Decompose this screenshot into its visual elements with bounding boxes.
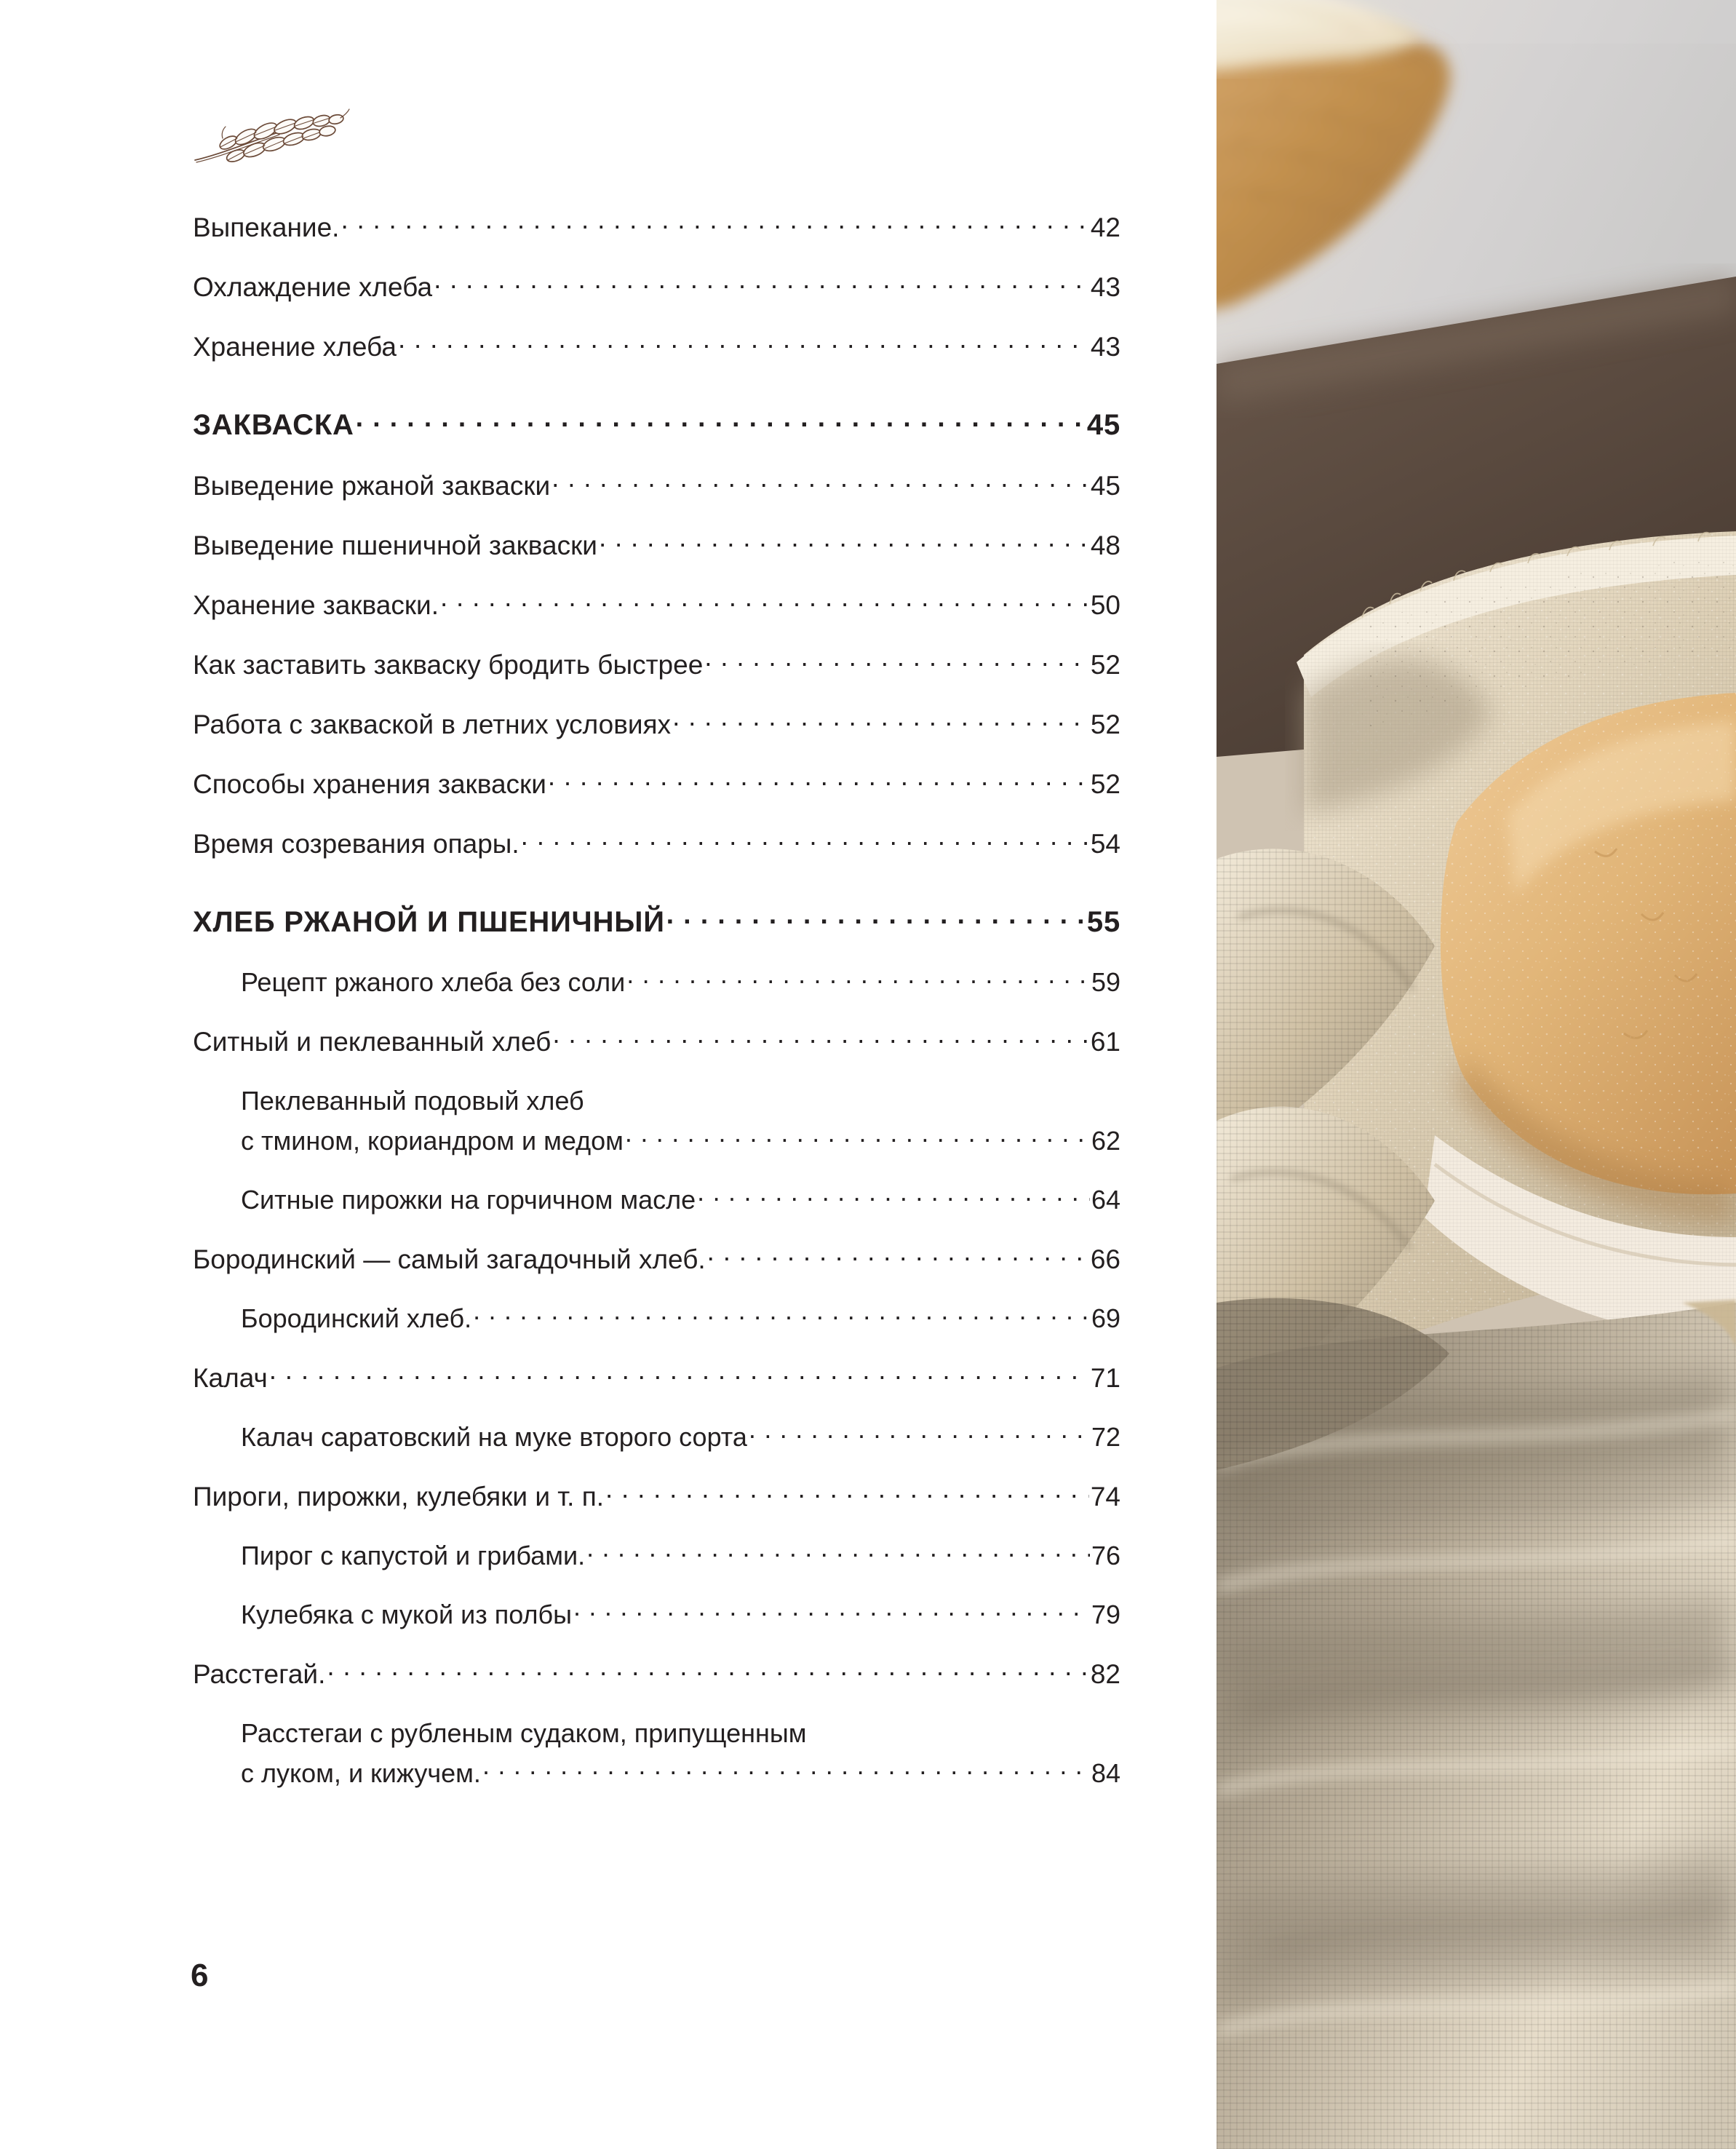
toc-entry[interactable] — [193, 1301, 1120, 1334]
toc-entry-label: Способы хранения закваски — [193, 769, 546, 799]
toc-entry-page: 52 — [1090, 710, 1120, 739]
toc-entry-page: 64 — [1091, 1185, 1120, 1215]
toc-leader-dots — [704, 647, 1089, 674]
toc-entry[interactable] — [193, 269, 1120, 303]
wheat-ear-icon — [191, 102, 351, 167]
toc-entry-label: Ситный и пеклеванный хлеб — [193, 1027, 552, 1057]
toc-entry-page: 66 — [1090, 1244, 1120, 1274]
toc-entry[interactable] — [193, 210, 1120, 243]
toc-entry-label: Рецепт ржаного хлеба без соли — [241, 967, 626, 997]
toc-entry-label: Работа с закваской в летних условиях — [193, 710, 672, 739]
toc-entry-page: 55 — [1086, 906, 1120, 938]
toc-leader-dots — [626, 965, 1090, 991]
toc-entry[interactable] — [193, 1124, 1120, 1156]
toc-entry-page: 62 — [1091, 1126, 1120, 1156]
toc-entry-label: с луком, и кижучем. — [241, 1758, 481, 1788]
toc-entry-page: 50 — [1090, 590, 1120, 620]
toc-entry[interactable] — [193, 707, 1120, 740]
toc-entry[interactable] — [193, 1756, 1120, 1789]
toc-entry[interactable] — [193, 1360, 1120, 1394]
toc-entry-page: 69 — [1091, 1303, 1120, 1333]
toc-entry-page: 52 — [1090, 650, 1120, 680]
toc-leader-dots — [573, 1597, 1090, 1624]
toc-entry[interactable] — [193, 587, 1120, 621]
toc-leader-dots — [586, 1538, 1090, 1565]
toc-entry[interactable] — [193, 826, 1120, 859]
toc-entry[interactable] — [193, 1597, 1120, 1630]
toc-leader-dots — [269, 1360, 1089, 1387]
toc-entry-label: ХЛЕБ РЖАНОЙ И ПШЕНИЧНЫЙ — [193, 906, 665, 938]
toc-leader-dots — [552, 1024, 1089, 1051]
toc-entry-page: 45 — [1090, 471, 1120, 501]
toc-entry-label: Пеклеванный подовый хлеб — [241, 1086, 584, 1116]
toc-leader-dots — [356, 408, 1086, 434]
toc-entry-label: Ситные пирожки на горчичном масле — [241, 1185, 696, 1215]
toc-entry-label: Калач — [193, 1363, 268, 1393]
toc-entry-page: 72 — [1091, 1422, 1120, 1452]
toc-leader-dots — [341, 210, 1088, 237]
toc-entry-label: с тмином, кориандром и медом — [241, 1126, 624, 1156]
toc-leader-dots — [599, 528, 1089, 555]
toc-leader-dots — [672, 707, 1089, 734]
table-of-contents — [193, 210, 1120, 1789]
toc-entry-label: Выпекание. — [193, 212, 340, 242]
toc-leader-dots — [482, 1756, 1090, 1782]
toc-section-heading[interactable] — [193, 408, 1120, 442]
toc-entry[interactable] — [193, 1538, 1120, 1571]
page-number-folio: 6 — [191, 1958, 210, 1993]
toc-leader-dots — [749, 1420, 1090, 1446]
toc-entry[interactable] — [193, 1084, 1120, 1116]
toc-leader-dots — [605, 1479, 1089, 1506]
toc-entry-page: 54 — [1090, 829, 1120, 859]
toc-entry-page: 74 — [1090, 1482, 1120, 1512]
toc-entry[interactable] — [193, 1242, 1120, 1275]
toc-entry-label: Расстегаи с рубленым судаком, припущенным — [241, 1718, 807, 1748]
toc-entry-page: 43 — [1090, 272, 1120, 302]
toc-entry-page: 52 — [1090, 769, 1120, 799]
toc-section-heading[interactable] — [193, 905, 1120, 939]
toc-leader-dots — [473, 1301, 1090, 1327]
toc-leader-dots — [440, 587, 1089, 614]
toc-entry[interactable] — [193, 468, 1120, 501]
toc-entry-page: 79 — [1091, 1600, 1120, 1629]
toc-entry-page: 84 — [1091, 1758, 1120, 1788]
toc-entry-label: Калач саратовский на муке второго сорта — [241, 1422, 747, 1452]
toc-entry-page: 45 — [1086, 409, 1120, 441]
toc-entry-page: 43 — [1090, 332, 1120, 362]
toc-leader-dots — [327, 1656, 1088, 1683]
toc-entry-page: 82 — [1090, 1659, 1120, 1689]
toc-entry[interactable] — [193, 329, 1120, 362]
toc-entry-label: Время созревания опары. — [193, 829, 519, 859]
toc-leader-dots — [434, 269, 1089, 296]
toc-entry-label: Как заставить закваску бродить быстрее — [193, 650, 704, 680]
toc-entry-label: Хранение закваски. — [193, 590, 439, 620]
toc-leader-dots — [548, 766, 1089, 793]
toc-entry-label: Расстегай. — [193, 1659, 326, 1689]
toc-leader-dots — [521, 826, 1089, 853]
toc-leader-dots — [707, 1242, 1089, 1268]
toc-entry-label: Хранение хлеба — [193, 332, 397, 362]
toc-entry-label: Охлаждение хлеба — [193, 272, 433, 302]
toc-entry-label: Выведение ржаной закваски — [193, 471, 551, 501]
toc-entry[interactable] — [193, 1024, 1120, 1057]
toc-entry-label: Кулебяка с мукой из полбы — [241, 1600, 572, 1629]
toc-leader-dots — [398, 329, 1089, 356]
toc-entry-page: 48 — [1090, 531, 1120, 560]
toc-entry-page: 71 — [1090, 1363, 1120, 1393]
toc-leader-dots — [666, 905, 1086, 932]
toc-entry-page: 61 — [1090, 1027, 1120, 1057]
bread-dough-in-proofing-basket-photo — [1217, 0, 1736, 2149]
toc-entry-label: ЗАКВАСКА — [193, 409, 354, 441]
toc-entry[interactable] — [193, 1716, 1120, 1749]
toc-entry-label: Бородинский хлеб. — [241, 1303, 472, 1333]
toc-leader-dots — [552, 468, 1089, 495]
toc-entry-label: Пироги, пирожки, кулебяки и т. п. — [193, 1482, 605, 1512]
toc-entry[interactable] — [193, 647, 1120, 680]
toc-entry-page: 42 — [1090, 212, 1120, 242]
toc-entry-label: Пирог с капустой и грибами. — [241, 1541, 586, 1570]
toc-entry-label: Выведение пшеничной закваски — [193, 531, 597, 560]
toc-entry[interactable] — [193, 528, 1120, 561]
toc-entry[interactable] — [193, 965, 1120, 998]
toc-leader-dots — [625, 1124, 1090, 1150]
toc-leader-dots — [697, 1183, 1090, 1209]
toc-entry[interactable] — [193, 766, 1120, 800]
toc-entry-page: 59 — [1091, 967, 1120, 997]
toc-entry[interactable] — [193, 1183, 1120, 1215]
toc-entry[interactable] — [193, 1420, 1120, 1453]
toc-entry[interactable] — [193, 1479, 1120, 1512]
toc-entry-label: Бородинский — самый загадочный хлеб. — [193, 1244, 706, 1274]
toc-entry-page: 76 — [1091, 1541, 1120, 1570]
toc-entry[interactable] — [193, 1656, 1120, 1690]
